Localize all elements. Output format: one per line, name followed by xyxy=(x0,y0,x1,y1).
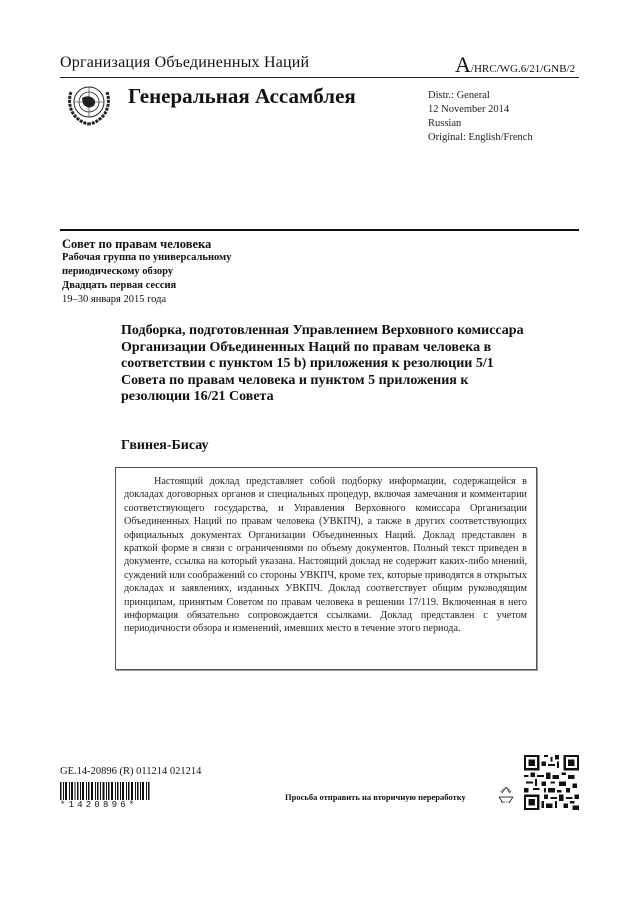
organization-name: Организация Объединенных Наций xyxy=(60,54,310,71)
document-symbol xyxy=(455,52,575,78)
symbol-prefix: A xyxy=(455,52,471,77)
session-dates: 19–30 января 2015 года xyxy=(62,294,167,305)
date: 12 November 2014 xyxy=(428,104,510,115)
original-language: Original: English/French xyxy=(428,132,533,143)
session: Двадцать первая сессия xyxy=(62,280,177,291)
barcode-icon xyxy=(60,782,150,800)
barcode-number: *1420896* xyxy=(60,800,138,810)
recycle-note: Просьба отправить на вторичную переработку xyxy=(285,792,466,802)
section-rule xyxy=(60,229,579,231)
job-number: GE.14-20896 (R) 011214 021214 xyxy=(60,766,202,777)
recycle-icon xyxy=(495,785,517,805)
qr-code-icon xyxy=(524,755,579,810)
distribution-block xyxy=(428,89,533,145)
summary-text: Настоящий доклад представляет собой подборку информации, содержащейся в докладах договорных органов и специальных процедур, включая замечания и комментарии соответствующего государства, и Управления Верховного комиссара Организации Объединенных Наций по правам человека (УВКПЧ), а также в других соответствующих официальных документах Организации Объединенных Наций. Доклад представлен в краткой форме в связи с ограничениями по объему документов. Полный текст приведен в документе, ссылка на который указана. Настоящий доклад не содержит каких-либо мнений, суждений или соображений со стороны УВКПЧ, кроме тех, которые приводятся в открытых докладах и заявлениях, изданных УВКПЧ. Доклад соответствует общим руководящим принципам, принятым Советом по правам человека в решении 17/119. Включенная в него информация обязательно сопровождается ссылками. Доклад представлен с учетом периодичности обзора и изменений, имевших место в течение этого периода. xyxy=(124,476,527,635)
council-block xyxy=(62,237,231,307)
un-emblem-icon xyxy=(64,80,114,128)
distribution: Distr.: General xyxy=(428,90,490,101)
language: Russian xyxy=(428,118,462,129)
country-name: Гвинея-Бисау xyxy=(121,438,209,453)
document-title: Подборка, подготовленная Управлением Верховного комиссара Организации Объединенных Наций по правам человека в соответствии с пунктом 15 b) приложения к резолюции 5/1 Совета по правам человека и пунктом 5 приложения к резолюции 16/21 Совета xyxy=(121,323,524,405)
working-group-line2: периодическому обзору xyxy=(62,266,174,277)
body-name: Генеральная Ассамблея xyxy=(128,84,356,108)
council-name: Совет по правам человека xyxy=(62,237,212,251)
symbol-rest: /HRC/WG.6/21/GNB/2 xyxy=(470,63,576,75)
header-rule xyxy=(60,77,579,78)
working-group-line1: Рабочая группа по универсальному xyxy=(62,252,232,263)
